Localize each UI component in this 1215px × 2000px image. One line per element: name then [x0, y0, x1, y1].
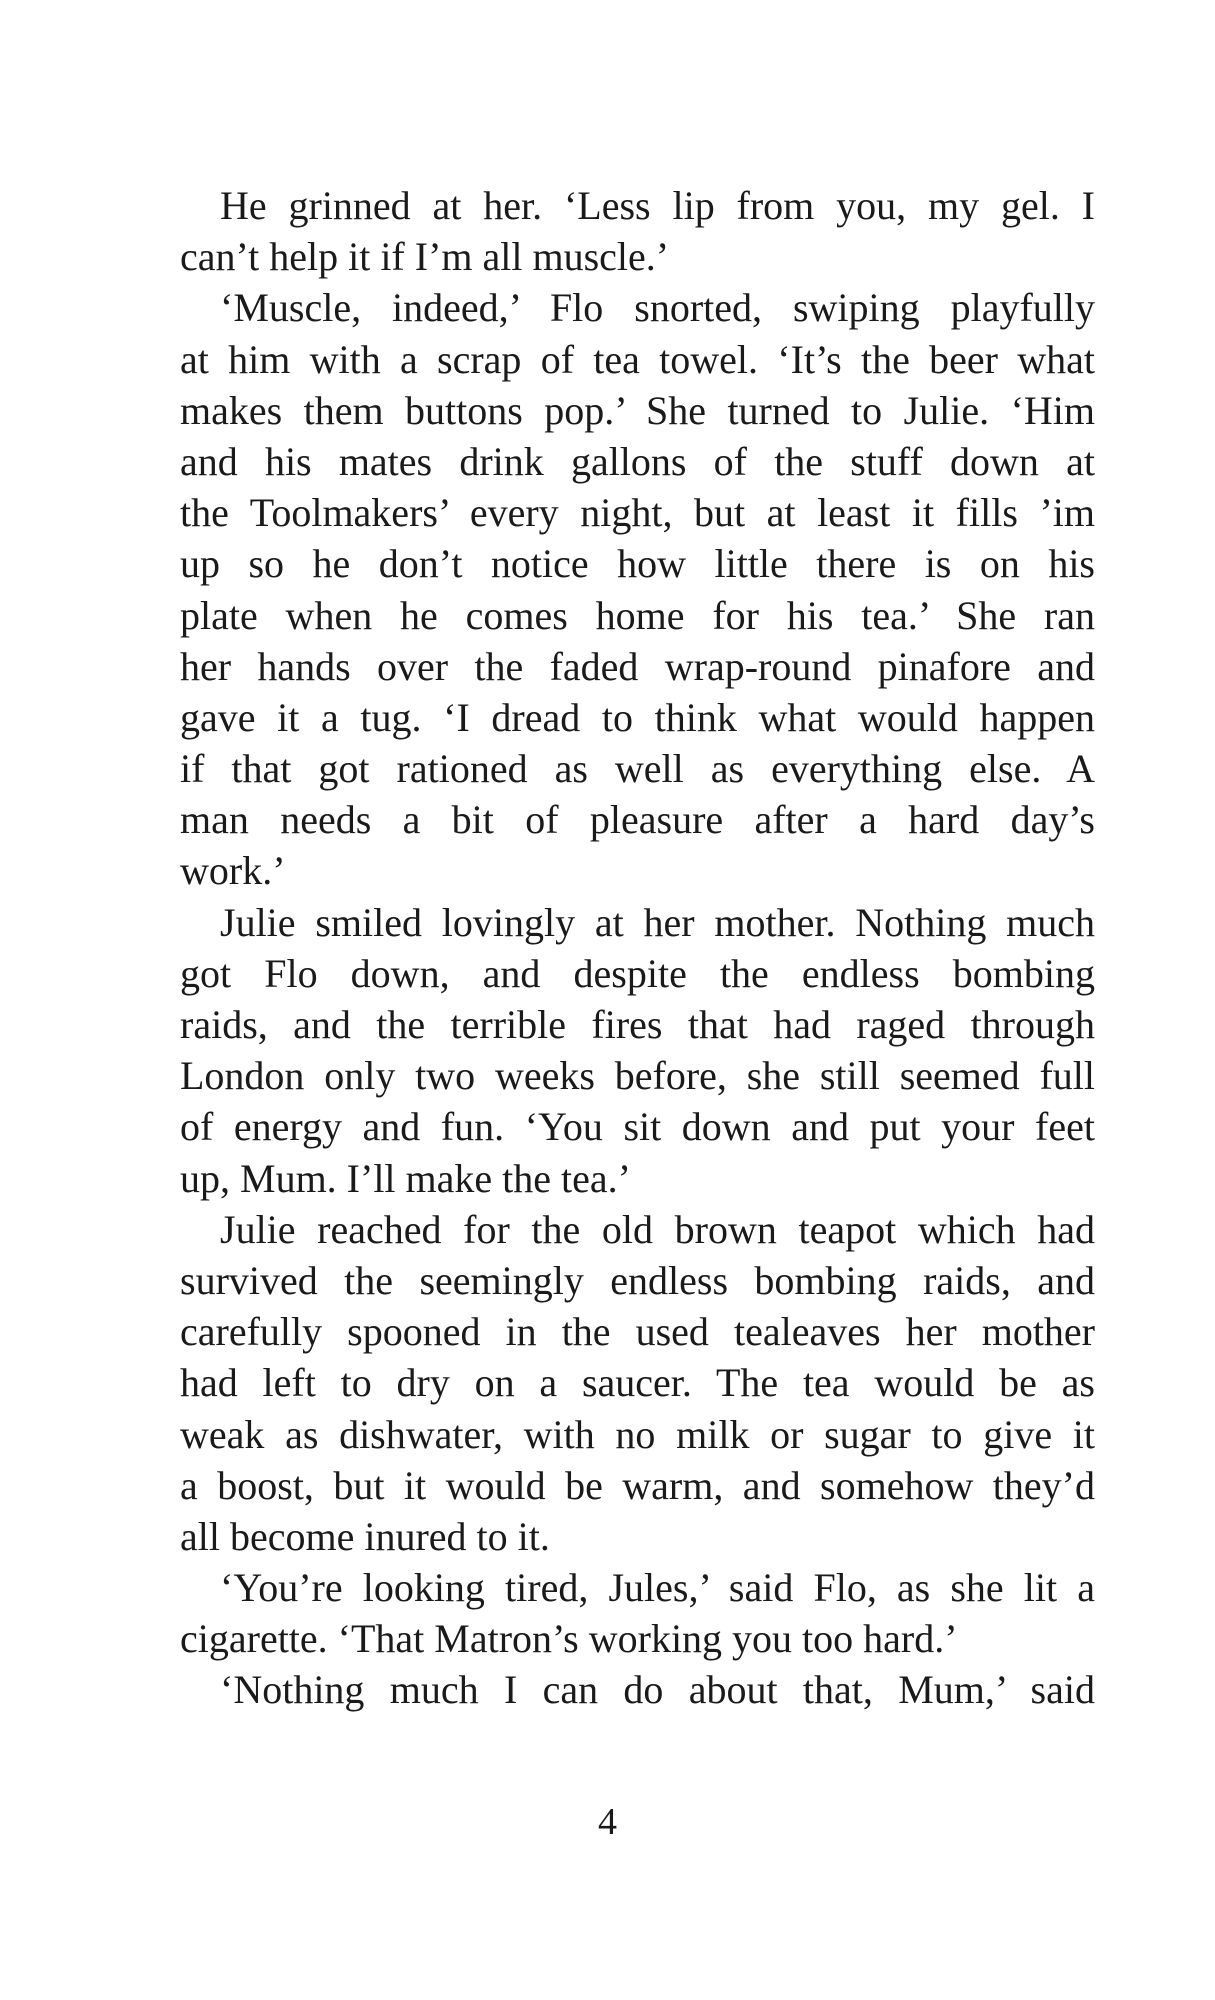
text-line: ‘Nothing much I can do about that, Mum,’ said	[220, 1667, 1095, 1713]
text-line: a boost, but it would be warm, and somehow they’d	[180, 1462, 1095, 1508]
text-line: Julie reached for the old brown teapot which had	[220, 1206, 1095, 1252]
text-line: at him with a scrap of tea towel. ‘It’s the beer what	[180, 336, 1095, 382]
text-line: her hands over the faded wrap-round pinafore and	[180, 643, 1095, 689]
text-line: the Toolmakers’ every night, but at least it fills ’im	[180, 490, 1095, 536]
text-line: ‘You’re looking tired, Jules,’ said Flo, as she lit a	[220, 1565, 1095, 1611]
paragraph	[180, 282, 1095, 896]
text-line: He grinned at her. ‘Less lip from you, my gel. I	[220, 183, 1095, 228]
text-line: man needs a bit of pleasure after a hard day’s	[180, 797, 1095, 843]
text-line: survived the seemingly endless bombing raids, and	[180, 1257, 1095, 1303]
text-line: gave it a tug. ‘I dread to think what would happen	[180, 694, 1095, 740]
body-text	[180, 180, 1095, 1716]
text-line: weak as dishwater, with no milk or sugar to give it	[180, 1411, 1095, 1457]
paragraph	[180, 897, 1095, 1204]
text-line: makes them buttons pop.’ She turned to Julie. ‘Him	[180, 387, 1095, 433]
text-line: cigarette. ‘That Matron’s working you too hard.’	[180, 1616, 958, 1662]
paragraph	[180, 180, 1095, 282]
text-line: had left to dry on a saucer. The tea would be as	[180, 1360, 1095, 1406]
text-line: work.’	[180, 848, 286, 894]
text-line: all become inured to it.	[180, 1513, 550, 1559]
text-line: plate when he comes home for his tea.’ She ran	[180, 592, 1095, 638]
text-line: got Flo down, and despite the endless bombing	[180, 950, 1095, 996]
paragraph	[180, 1562, 1095, 1664]
text-line: London only two weeks before, she still seemed full	[180, 1053, 1095, 1099]
page-number: 4	[598, 1801, 617, 1843]
text-line: if that got rationed as well as everything else. A	[180, 746, 1095, 792]
text-line: up, Mum. I’ll make the tea.’	[180, 1155, 631, 1201]
text-line: up so he don’t notice how little there is on his	[180, 541, 1095, 587]
text-line: carefully spooned in the used tealeaves her mother	[180, 1309, 1095, 1355]
text-line: ‘Muscle, indeed,’ Flo snorted, swiping playfully	[220, 285, 1095, 331]
text-line: of energy and fun. ‘You sit down and put your feet	[180, 1104, 1095, 1150]
text-line: and his mates drink gallons of the stuff down at	[180, 438, 1095, 484]
text-line: Julie smiled lovingly at her mother. Nothing much	[220, 899, 1095, 945]
paragraph	[180, 1664, 1095, 1715]
text-line: can’t help it if I’m all muscle.’	[180, 234, 670, 280]
paragraph	[180, 1204, 1095, 1562]
text-line: raids, and the terrible fires that had raged through	[180, 1002, 1095, 1047]
